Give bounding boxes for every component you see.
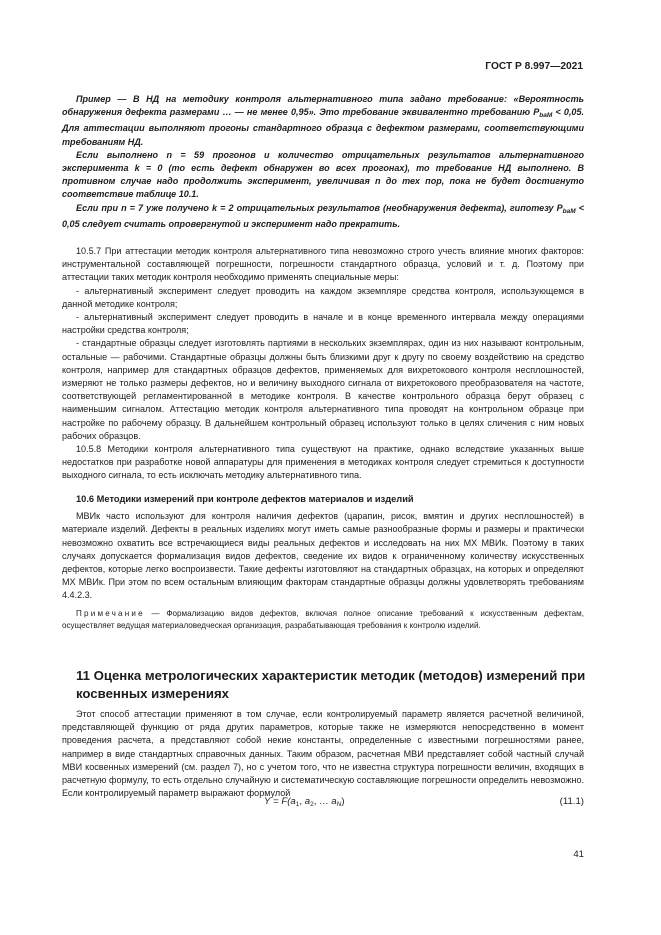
clause-10-5-7 <box>62 245 584 483</box>
section-10-6-heading: 10.6 Методики измерений при контроле дефектов материалов и изделий <box>76 494 414 504</box>
section-10-6-text: МВИк часто используют для контроля наличия дефектов (царапин, рисок, вмятин и других несплошностей) в материале изделий. Дефекты в реальных изделиях могут иметь самые разнообразные формы и размеры и практически невозможно охватить все встречающиеся виды реальных дефектов и исследовать на них МХ МВИк. Поэтому в таких случаях допускается формализация видов дефектов, сведение их видов к ограниченному количеству искусственных дефектов, которые легко воспроизвести. Такие дефекты изготовляют на стандартных образцах, на которых и определяют МХ МВИк. При этом по всем остальным влияющим факторам стандартные образцы должны удовлетворять требованиям 4.4.2.3. <box>62 511 584 601</box>
formula-expression: $Y = F(a_1$, $a_2$, … $a_N$) <box>264 796 345 808</box>
example-paragraph-2: Если выполнено n = 59 прогонов и количество отрицательных результатов альтернативного эксперимента k = 0 (то есть дефект обнаружен во всех прогонах), то требование НД выполнено. В противном случае надо продолжить эксперимент, увеличивая n до тех пор, пока не будет достигнуто соответствие таблице 10.1. <box>62 149 584 200</box>
example-paragraph-3: Если при n = 7 уже получено k = 2 отрицательных результатов (необнаружения дефекта), гипотезу $P_{baM} < 0,05$ следует считать опровергнутой и эксперимент надо прекратить. <box>62 202 585 229</box>
clause-10-5-8: 10.5.8 Методики контроля альтернативного типа существуют на практике, однако вследствие указанных выше недостатков при разработке новой аппаратуры для применения в методиках контроля следует стремиться к доступности выходного сигнала, то есть исключать методику альтернативного типа. <box>62 444 584 481</box>
example-block <box>62 93 584 231</box>
clause-10-5-7-item: - альтернативный эксперимент следует проводить в начале и в конце временного интервала между операциями настройки средства контроля; <box>62 312 584 336</box>
standard-designation: ГОСТ Р 8.997—2021 <box>485 61 583 72</box>
note-label: Примечание <box>76 608 145 618</box>
section-10-6 <box>62 493 584 632</box>
page-number: 41 <box>573 849 584 860</box>
section-11-heading: 11 Оценка метрологических характеристик методик (методов) измерений при косвенных измерениях <box>76 668 586 702</box>
note-text: — Формализацию видов дефектов, включая полное описание требований к искусственным дефектам, осуществляет ведущая материаловедческая организация, разрабатывающая требования к контролю изделий. <box>62 608 584 630</box>
formula-number: (11.1) <box>559 796 584 807</box>
note <box>62 608 584 632</box>
section-11-text: Этот способ аттестации применяют в том случае, если контролируемый параметр является расчетной величиной, представляющей функцию от ряда других параметров, которые также не измеряются непосредственно в момент проведения расчета, а представляют собой некие константы, определенные с известными погрешностями ранее, например в виде стандартных справочных данных. Таким образом, расчетная МВИ представляет собой частный случай МВИ косвенных измерений (см. раздел 7), но с учетом того, что не известна структура погрешности величин, входящих в расчетную формулу, то есть отдельно случайную и систематическую составляющие погрешности определить невозможно. Если контролируемый параметр выражают формулой <box>62 709 584 799</box>
clause-10-5-7-item: - альтернативный эксперимент следует проводить на каждом экземпляре средства контроля, использующемся в данной методике контроля; <box>62 285 584 309</box>
example-paragraph-1: Пример — В НД на методику контроля альтернативного типа задано требование: «Вероятность обнаружения дефекта размерами … — не менее 0,95». Это требование эквивалентно требованию $P_{baM} < 0,05$. Для аттестации выполняют прогоны стандартного образца с дефектом размерами, соответствующими требованиям НД. <box>62 94 584 147</box>
clause-10-5-7-item: - стандартные образцы следует изготовлять партиями в нескольких экземплярах, один из них называют контрольным, остальные — рабочими. Стандартные образцы должны быть близкими друг к другу по своему воздействию на средство контроля, например для стандартных образцов дефектов, применяемых для вихретокового контроля несплошностей, измеряют не только размеры дефектов, но и величину выходного сигнала от вихретокового преобразователя на частоте, соответствующей регламентированной в методике контроля. В качестве контрольного образца берут образец с наименьшим сигналом. Аттестацию методик контроля альтернативного типа проводят на контрольном образце при настройке по рабочему образцу. В дальнейшем контрольный образец используют только в целях сличения с ним новых рабочих образцов. <box>62 338 584 441</box>
clause-10-5-7-intro: 10.5.7 При аттестации методик контроля альтернативного типа невозможно строго учесть влияние многих факторов: инструментальной составляющей погрешности, погрешности стандартного образца, условий и т. д. Поэтому при аттестации таких методик контроля необходимо применять специальные меры: <box>62 246 584 283</box>
section-11-body <box>62 708 584 800</box>
